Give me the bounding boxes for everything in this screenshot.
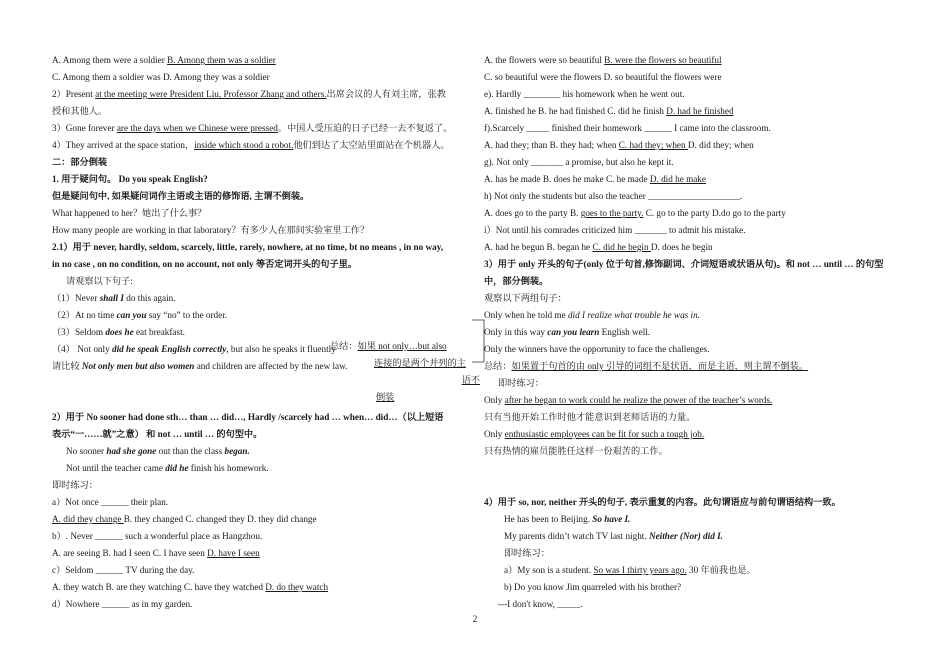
example-translation: 授和其他人。 <box>52 106 108 116</box>
right-column <box>484 52 914 613</box>
instruction-line: 观察以下两组句子： <box>484 293 567 303</box>
practice-heading: 即时练习： <box>52 480 98 490</box>
example-line: No sooner had she gone out than the class began. <box>66 446 250 456</box>
option-line: A. the flowers were so beautiful B. were the flowers so beautiful <box>484 55 722 65</box>
question-line: f).Scarcely _____ finished their homework ______ I came into the classroom. <box>484 123 771 133</box>
example-line: （4） Not only did he speak English correctly, but also he speaks it fluently <box>52 344 336 354</box>
example-translation: 只有热情的雇员能胜任这样一份艰苦的工作。 <box>484 446 668 456</box>
underlined-answer: goes to the party. <box>580 208 644 218</box>
example-line: My parents didn’t watch TV last night. Neither (Nor) did I. <box>504 531 723 541</box>
underlined-answer: C. had they; when <box>618 140 688 150</box>
rule-heading: 中，部分倒装。 <box>484 276 549 286</box>
question-line: ---I don't know, _____. <box>498 599 583 609</box>
rule-heading: 2.1）用于 never, hardly, seldom, scarcely, little, rarely, nowhere, at no time, bt no means , in no way, <box>52 242 444 252</box>
question-line: a）My son is a student. So was I thirty years ago. 30 年前我也是。 <box>504 565 756 575</box>
example-line: 2）Present at the meeting were President Liu, Professor Zhang and others.出席会议的人有刘主席，张教 <box>52 89 446 99</box>
example-line: How many people are working in that laboratory？有多少人在那间实验室里工作？ <box>52 225 370 235</box>
practice-heading: 即时练习： <box>498 378 544 388</box>
example-line: （1）Never shall I do this again. <box>52 293 176 303</box>
option-line: A. they watch B. are they watching C. have they watched D. do they watch <box>52 582 329 592</box>
option-line: A. had he begun B. began he C. did he begin D. does he begin <box>484 242 713 252</box>
practice-heading: 即时练习： <box>504 548 550 558</box>
example-translation: 只有当他开始工作时他才能意识到老师话语的力量。 <box>484 412 696 422</box>
question-line: g). Not only _______ a promise, but also he kept it. <box>484 157 674 167</box>
example-line: He has been to Beijing. So have I. <box>504 514 631 524</box>
underlined-answer: C. did he begin <box>592 242 651 252</box>
instruction-line: 请观察以下句子: <box>66 276 133 286</box>
question-line: e). Hardly ________ his homework when he went out. <box>484 89 685 99</box>
rule-heading: in no case , on no condition, on no account, not only 等否定词开头的句子里。 <box>52 259 358 269</box>
underlined-answer: D. had he finished <box>666 106 734 116</box>
option-line: C. so beautiful were the flowers D. so beautiful the flowers were <box>484 72 722 82</box>
example-line: 3）Gone forever are the days when we Chinese were pressed。中国人受压迫的日子已经一去不复返了。 <box>52 123 453 133</box>
underlined-answer: D. have I seen <box>207 548 260 558</box>
option-line: A. are seeing B. had I seen C. I have seen D. have I seen <box>52 548 260 558</box>
example-line: Not until the teacher came did he finish his homework. <box>66 463 269 473</box>
option-line: A. did they change B. they changed C. changed they D. they did change <box>52 514 317 524</box>
question-line: h) Not only the students but also the teacher ____________________. <box>484 191 743 201</box>
question-line: d）Nowhere ______ as in my garden. <box>52 599 193 609</box>
summary-note: 总结：如果 not only…but also 连接的是两个并列的主 语不 倒装 <box>330 341 480 402</box>
option-line: A. has he made B. does he make C. he made D. did he make <box>484 174 706 184</box>
question-line: b) Do you know Jim quarreled with his brother? <box>504 582 682 592</box>
example-line: （2）At no time can you say “no” to the order. <box>52 310 228 320</box>
rule-heading: 4）用于 so, nor, neither 开头的句子, 表示重复的内容。此句谓语应与前句谓语结构一致。 <box>484 497 841 507</box>
option-line: A. had they; than B. they had; when C. had they; when D. did they; when <box>484 140 754 150</box>
rule-heading: 1. 用于疑问句。 Do you speak English? <box>52 174 208 184</box>
example-line: （3）Seldom does he eat breakfast. <box>52 327 185 337</box>
underlined-answer: B. Among them was a soldier <box>167 55 276 65</box>
example-line: Only when he told me did I realize what trouble he was in. <box>484 310 700 320</box>
question-line: b）. Never ______ such a wonderful place as Hangzhou. <box>52 531 263 541</box>
example-line: What happened to her？她出了什么事？ <box>52 208 207 218</box>
question-line: a）Not once ______ their plan. <box>52 497 169 507</box>
section-heading: 二：部分倒装 <box>52 157 108 167</box>
rule-note: 但是疑问句中, 如果疑问词作主语或主语的修饰语, 主谓不倒装。 <box>52 191 310 201</box>
underlined-answer: D. do they watch <box>265 582 329 592</box>
rule-heading: 3）用于 only 开头的句子(only 位于句首,修饰副词、介词短语或状语从句)。和 not … until … 的句型 <box>484 259 884 269</box>
example-line: 请比较 Not only men but also women and children are affected by the new law. <box>52 361 348 371</box>
rule-heading: 2）用于 No sooner had done sth… than … did…, Hardly /scarcely had … when… did…（以上短语 <box>52 412 444 422</box>
underlined-answer: B. were the flowers so beautiful <box>604 55 722 65</box>
example-line: Only the winners have the opportunity to face the challenges. <box>484 344 710 354</box>
example-line: Only after he began to work could he realize the power of the teacher’s words. <box>484 395 773 405</box>
page-number: 2 <box>472 614 478 624</box>
left-column <box>52 52 470 613</box>
summary-line: 总结：如果置于句首的由 only 引导的词组不是状语，而是主语，则主谓不倒装。 <box>484 361 809 371</box>
example-line: Only in this way can you learn English well. <box>484 327 651 337</box>
option-line: A. does go to the party B. goes to the party. C. go to the party D.do go to the party <box>484 208 786 218</box>
underlined-answer: D. did he make <box>649 174 706 184</box>
example-line: 4）They arrived at the space station，inside which stood a robot.他们到达了太空站里面站在个机器人。 <box>52 140 450 150</box>
option-line: C. Among them a soldier was D. Among they was a soldier <box>52 72 270 82</box>
question-line: i）Not until his comrades criticized him _______ to admit his mistake. <box>484 225 746 235</box>
example-line: Only enthusiastic employees can be fit for such a tough job. <box>484 429 705 439</box>
option-line: A. Among them were a soldier B. Among them was a soldier <box>52 55 276 65</box>
underlined-answer: A. did they change <box>52 514 124 524</box>
question-line: c）Seldom ______ TV during the day. <box>52 565 195 575</box>
rule-heading: 表示“一……就”之意） 和 not … until … 的句型中。 <box>52 429 263 439</box>
option-line: A. finished he B. he had finished C. did he finish D. had he finished <box>484 106 734 116</box>
